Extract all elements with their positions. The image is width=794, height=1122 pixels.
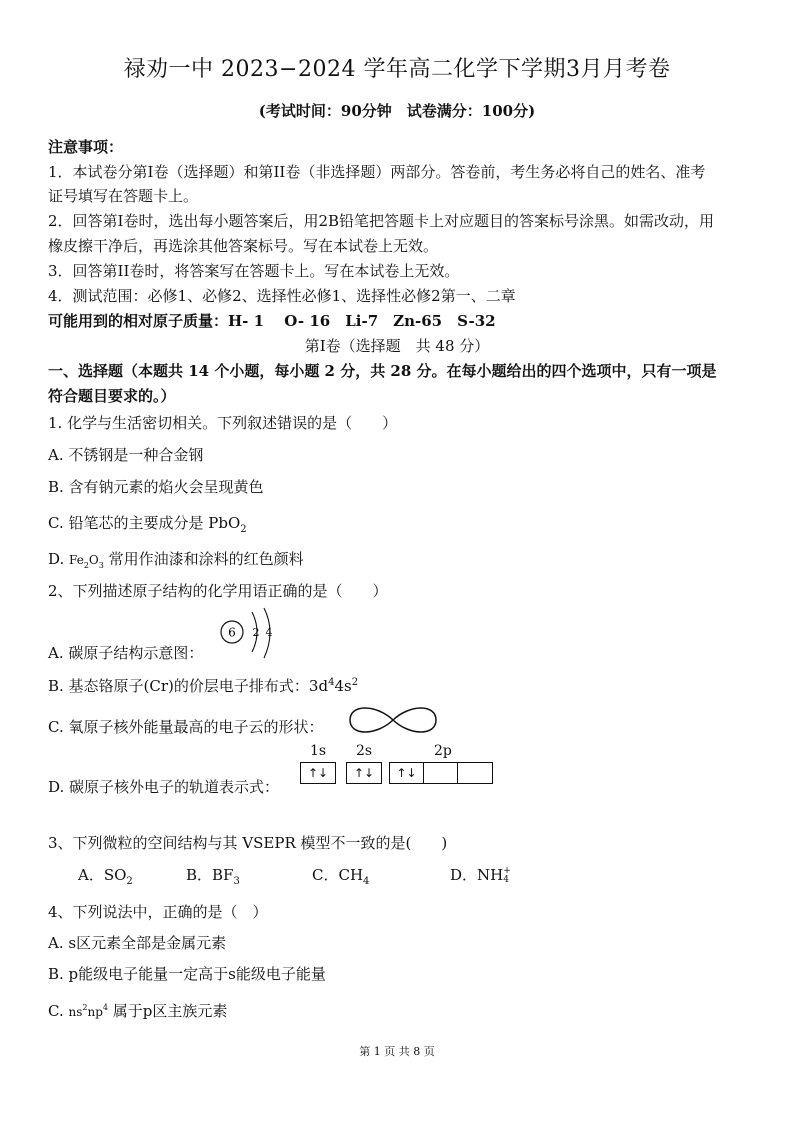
page-footer: 第 1 页 共 8 页: [359, 1045, 435, 1058]
q3-option-c: C．$CH_4$: [312, 866, 370, 887]
notice-item2-line2: 橡皮擦干净后，再选涂其他答案标号。写在本试卷上无效。: [48, 237, 439, 255]
q4-option-b: B. p能级电子能量一定高于s能级电子能量: [48, 965, 326, 983]
q1-option-c: C. 铅笔芯的主要成分是 PbO$_2$: [48, 514, 247, 535]
carbon-atom-structure-diagram: [216, 606, 286, 662]
q3-stem: 3、下列微粒的空间结构与其 VSEPR 模型不一致的是( ): [48, 834, 448, 852]
orbital-cell-1s: ↑↓: [307, 766, 329, 780]
shell2-count: 4: [265, 626, 273, 639]
orbital-cell-2p-1: ↑↓: [390, 763, 424, 783]
q2-option-b: B. 基态铬原子(Cr)的价层电子排布式：$3d^44s^2$: [48, 677, 359, 695]
notice-heading: 注意事项：: [48, 138, 124, 156]
q1-option-d: D. $Fe_2O_3$ 常用作油漆和涂料的红色颜料: [48, 550, 304, 570]
orbital-cell-2p-3: [458, 763, 492, 783]
notice-item3: 3．回答第II卷时，将答案写在答题卡上。写在本试卷上无效。: [48, 262, 460, 280]
section1-intro-line2: 符合题目要求的。）: [48, 387, 176, 405]
orbital-cell-2p-2: [424, 763, 458, 783]
section1-intro-line1: 一、选择题（本题共 14 个小题，每小题 2 分，共 28 分。在每小题给出的四个选项中，只有一项是: [48, 362, 717, 380]
orbital-box-1s: [300, 762, 336, 784]
exam-title: 禄劝一中 2023−2024 学年高二化学下学期3月月考卷: [123, 57, 671, 82]
orbital-label-2s: 2s: [356, 743, 373, 759]
q4-option-a: A. s区元素全部是金属元素: [48, 934, 227, 952]
q1-stem: 1. 化学与生活密切相关。下列叙述错误的是（ ）: [48, 414, 398, 432]
q3-option-a: A．$SO_2$: [78, 866, 133, 887]
q2-option-c: C. 氧原子核外能量最高的电子云的形状：: [48, 718, 324, 736]
notice-item2-line1: 2．回答第I卷时，选出每小题答案后，用2B铅笔把答题卡上对应题目的答案标号涂黑。如需改动，用: [48, 212, 715, 230]
q4-option-c: C. $ns^2np^4$ 属于p区主族元素: [48, 1002, 228, 1020]
orbital-box-2p: [389, 762, 493, 784]
q3-option-d: D．NH + 4: [450, 866, 511, 885]
atomic-mass-line: 可能用到的相对原子质量：H- 1 O- 16 Li-7 Zn-65 S-32: [48, 312, 496, 330]
q1-option-a: A. 不锈钢是一种合金钢: [48, 446, 204, 464]
exam-subtitle: (考试时间：90分钟 试卷满分：100分): [258, 102, 536, 120]
notice-item1-line1: 1．本试卷分第I卷（选择题）和第II卷（非选择题）两部分。答卷前，考生务必将自己的姓名、准考: [48, 163, 706, 181]
section1-header: 第I卷（选择题 共 48 分）: [304, 337, 490, 355]
p-orbital-dumbbell-shape: [346, 703, 440, 737]
nucleus-charge: 6: [228, 625, 236, 640]
q4-stem: 4、下列说法中，正确的是（ ）: [48, 903, 268, 921]
q1-option-b: B. 含有钠元素的焰火会呈现黄色: [48, 478, 264, 496]
q2-option-a: A. 碳原子结构示意图：: [48, 644, 204, 662]
notice-item1-line2: 证号填写在答题卡上。: [48, 187, 199, 205]
orbital-label-1s: 1s: [310, 743, 327, 759]
shell1-count: 2: [252, 626, 260, 639]
q2-option-d: D. 碳原子核外电子的轨道表示式：: [48, 778, 280, 796]
orbital-label-2p: 2p: [434, 743, 452, 759]
q3-option-b: B．$BF_3$: [186, 866, 240, 887]
orbital-cell-2s: ↑↓: [353, 766, 375, 780]
orbital-box-2s: [346, 762, 382, 784]
notice-item4: 4．测试范围：必修1、必修2、选择性必修1、选择性必修2第一、二章: [48, 287, 516, 305]
q2-stem: 2、下列描述原子结构的化学用语正确的是（ ）: [48, 582, 388, 600]
